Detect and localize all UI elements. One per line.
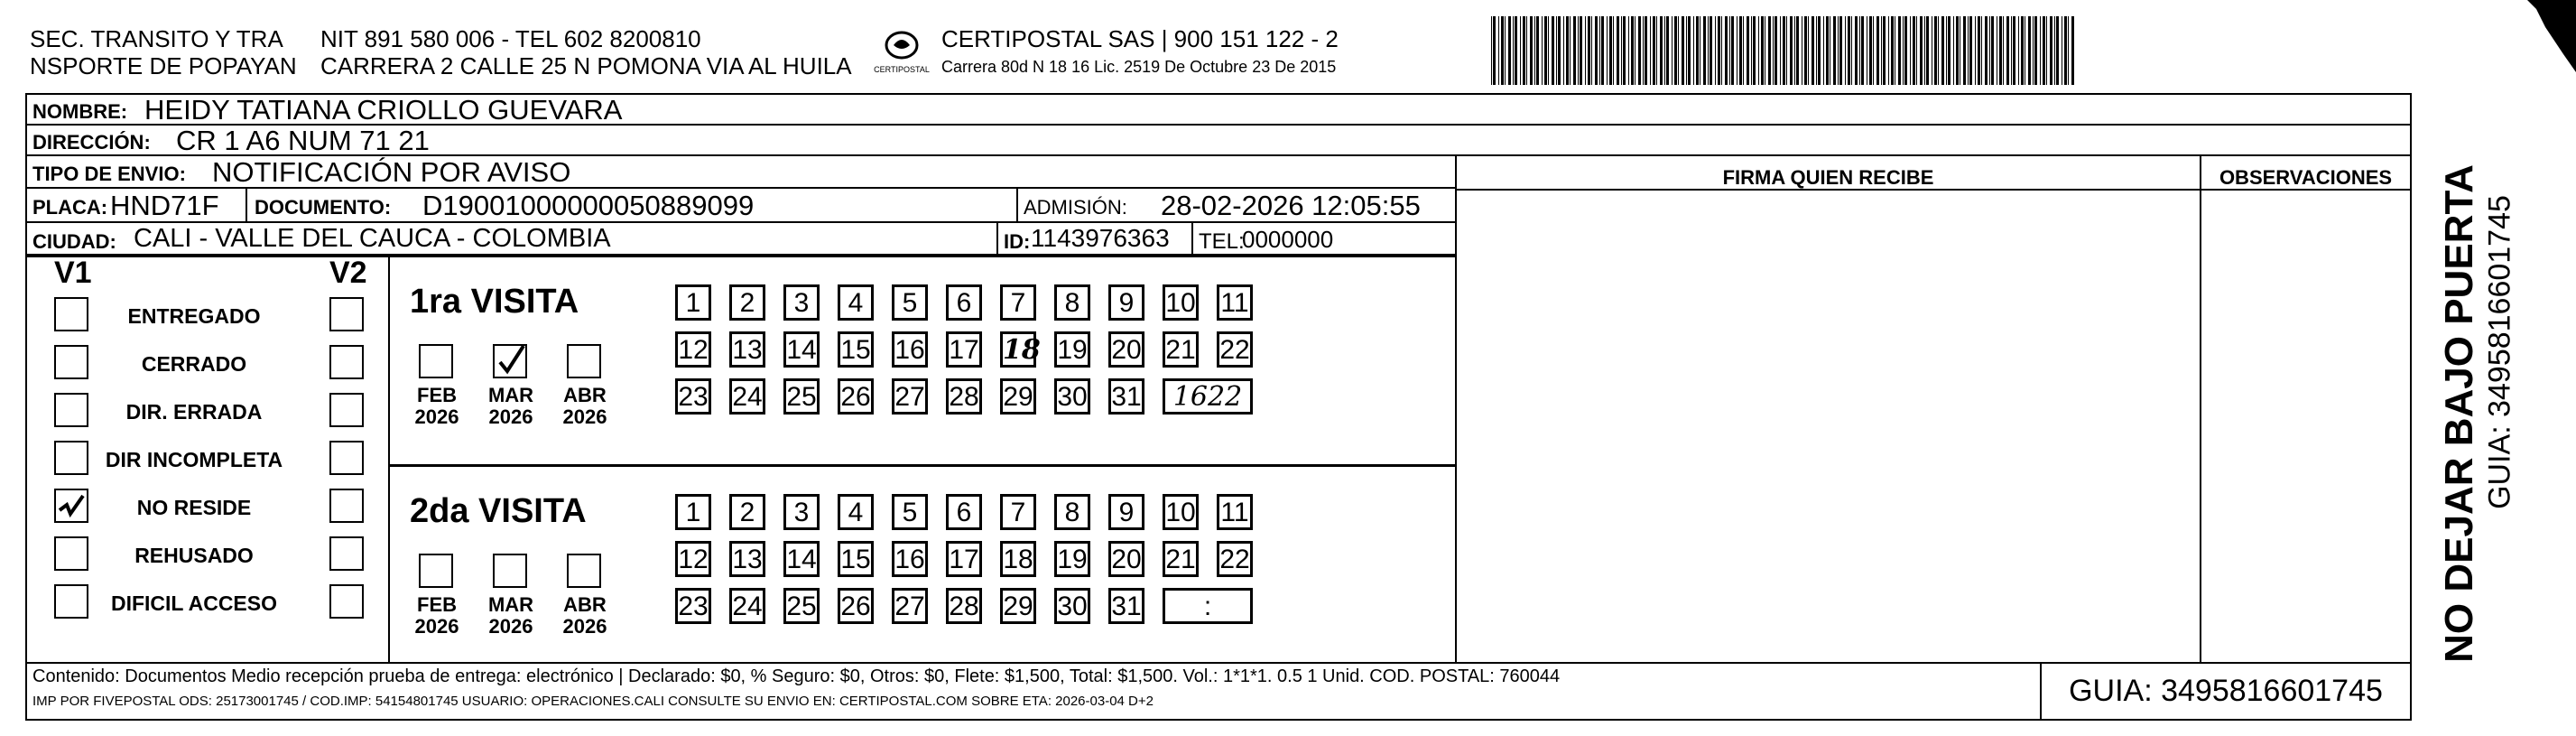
month-checkbox[interactable] [419, 554, 453, 588]
v2-checkbox[interactable] [329, 441, 364, 475]
month-year-label: 2026 [488, 405, 533, 428]
day-box[interactable]: 29 [1000, 378, 1036, 415]
day-box[interactable]: 1 [675, 494, 711, 530]
month-checkbox[interactable] [493, 344, 527, 378]
day-box[interactable]: 8 [1054, 494, 1090, 530]
sender-line-1: SEC. TRANSITO Y TRA [30, 25, 283, 52]
v2-checkbox[interactable] [329, 345, 364, 379]
barcode [1491, 16, 2080, 85]
recipient-name: HEIDY TATIANA CRIOLLO GUEVARA [144, 94, 623, 126]
day-box[interactable]: 2 [729, 284, 765, 321]
side-guia: GUIA: 3495816601745 [2482, 195, 2517, 509]
status-option-label: DIFICIL ACCESO [110, 592, 277, 615]
day-box[interactable]: 5 [892, 494, 928, 530]
day-box[interactable]: 20 [1108, 541, 1144, 577]
day-box[interactable]: 23 [675, 588, 711, 624]
day-box[interactable]: 30 [1054, 378, 1090, 415]
day-box[interactable]: 18 [1000, 331, 1036, 368]
month-year-label: 2026 [562, 405, 607, 428]
city-label: CIUDAD: [32, 230, 116, 253]
month-year-label: 2026 [414, 615, 459, 638]
v2-checkbox[interactable] [329, 584, 364, 619]
observations-column-header: OBSERVACIONES [2219, 166, 2393, 189]
visits-section [390, 256, 1455, 662]
status-option-label: DIR INCOMPLETA [105, 448, 283, 471]
day-box[interactable]: 15 [838, 331, 874, 368]
document-number: D19001000000050889099 [422, 190, 755, 221]
signature-column-header: FIRMA QUIEN RECIBE [1722, 166, 1934, 189]
day-box[interactable]: 19 [1054, 331, 1090, 368]
day-box[interactable]: 25 [783, 588, 820, 624]
day-box[interactable]: 6 [946, 494, 982, 530]
send-type-label: TIPO DE ENVIO: [32, 163, 186, 185]
sender-address: CARRERA 2 CALLE 25 N POMONA VIA AL HUILA [320, 52, 852, 79]
observations-area[interactable] [2201, 191, 2410, 662]
month-checkbox[interactable] [493, 554, 527, 588]
day-box[interactable]: 12 [675, 541, 711, 577]
status-option-label: NO RESIDE [136, 496, 252, 519]
sender-line-2: NSPORTE DE POPAYAN [30, 52, 297, 79]
day-box[interactable]: 10 [1163, 284, 1199, 321]
v2-checkbox[interactable] [329, 297, 364, 331]
day-box[interactable]: 9 [1108, 494, 1144, 530]
month-label: MAR [487, 593, 534, 616]
day-box[interactable]: 31 [1108, 588, 1144, 624]
plate: HND71F [110, 190, 219, 221]
day-box[interactable]: 2 [729, 494, 765, 530]
document-label: DOCUMENTO: [255, 196, 392, 219]
tel-number: 0000000 [1242, 226, 1334, 253]
month-checkbox[interactable] [419, 344, 453, 378]
day-box[interactable]: 29 [1000, 588, 1036, 624]
month-label: FEB [417, 593, 457, 616]
day-box[interactable]: 21 [1163, 541, 1199, 577]
plate-label: PLACA: [32, 196, 108, 219]
admission-date: 28-02-2026 12:05:55 [1161, 190, 1421, 221]
day-box[interactable]: 9 [1108, 284, 1144, 321]
day-box[interactable]: 31 [1108, 378, 1144, 415]
day-box[interactable]: 7 [1000, 494, 1036, 530]
certipostal-logo [874, 25, 930, 78]
footer-content-line: Contenido: Documentos Medio recepción prueba de entrega: electrónico | Declarado: $0, % Seguro: $0, Otros: $0, Flete: $1,500, Total: $1,500. Vol.: 1*1*1. 0.5 1 Unid. COD. POSTAL: 760044 [32, 666, 1561, 686]
day-box[interactable]: 24 [729, 378, 765, 415]
v2-label: V2 [329, 256, 367, 290]
day-box[interactable]: 12 [675, 331, 711, 368]
day-box[interactable]: 11 [1217, 284, 1253, 321]
day-box[interactable]: 18 [1000, 541, 1036, 577]
second-visit-title: 2da VISITA [410, 492, 587, 530]
status-option-label: REHUSADO [134, 544, 254, 567]
day-box[interactable]: 1 [675, 284, 711, 321]
time-box[interactable]: 1622 [1163, 378, 1253, 415]
month-label: ABR [563, 384, 607, 406]
first-visit-title: 1ra VISITA [410, 283, 579, 321]
torn-edge [2527, 0, 2576, 72]
admission-label: ADMISIÓN: [1024, 196, 1127, 219]
month-checkbox[interactable] [567, 344, 601, 378]
id-number: 1143976363 [1031, 224, 1170, 252]
day-box[interactable]: 24 [729, 588, 765, 624]
day-box[interactable]: 17 [946, 331, 982, 368]
nit-line: NIT 891 580 006 - TEL 602 8200810 [320, 25, 701, 52]
day-box[interactable]: 28 [946, 588, 982, 624]
day-box[interactable]: 22 [1217, 541, 1253, 577]
month-year-label: 2026 [488, 615, 533, 638]
row-plate-document [27, 189, 1455, 223]
svg-text:CERTIPOSTAL: CERTIPOSTAL [874, 65, 930, 74]
status-option-label: DIR. ERRADA [125, 400, 263, 424]
day-box[interactable]: 6 [946, 284, 982, 321]
day-box[interactable]: 17 [946, 541, 982, 577]
day-box[interactable]: 3 [783, 494, 820, 530]
month-checkbox[interactable] [567, 554, 601, 588]
signature-area[interactable] [1457, 191, 2200, 662]
address-label: DIRECCIÓN: [32, 131, 151, 154]
day-box[interactable]: 26 [838, 378, 874, 415]
day-box[interactable]: 26 [838, 588, 874, 624]
month-label: FEB [417, 384, 457, 406]
guia-box: GUIA: 3495816601745 [2069, 674, 2383, 708]
v2-checkbox[interactable] [329, 489, 364, 523]
month-year-label: 2026 [562, 615, 607, 638]
time-box[interactable]: : [1163, 588, 1253, 624]
day-box[interactable]: 16 [892, 331, 928, 368]
status-option-label: ENTREGADO [127, 304, 261, 328]
v2-checkbox[interactable] [329, 536, 364, 571]
row-send-type [27, 156, 1455, 189]
month-year-label: 2026 [414, 405, 459, 428]
v1-label: V1 [54, 256, 92, 290]
status-option-label: CERRADO [141, 352, 247, 376]
day-box[interactable]: 5 [892, 284, 928, 321]
day-box[interactable]: 13 [729, 331, 765, 368]
no-dejar-bajo-puerta: NO DEJAR BAJO PUERTA [2437, 164, 2481, 663]
row-address [27, 126, 2410, 156]
courier-license: Carrera 80d N 18 16 Lic. 2519 De Octubre 23 De 2015 [941, 58, 1337, 76]
day-box[interactable]: 15 [838, 541, 874, 577]
day-box[interactable]: 10 [1163, 494, 1199, 530]
day-box[interactable]: 13 [729, 541, 765, 577]
send-type: NOTIFICACIÓN POR AVISO [212, 156, 571, 188]
courier-line: CERTIPOSTAL SAS | 900 151 122 - 2 [941, 25, 1339, 52]
day-box[interactable]: 16 [892, 541, 928, 577]
tel-label: TEL: [1199, 229, 1245, 254]
v2-checkbox[interactable] [329, 393, 364, 427]
day-box[interactable]: 14 [783, 541, 820, 577]
day-box[interactable]: 19 [1054, 541, 1090, 577]
day-box[interactable]: 4 [838, 284, 874, 321]
row-city [27, 223, 1455, 256]
day-box[interactable]: 3 [783, 284, 820, 321]
day-box[interactable]: 8 [1054, 284, 1090, 321]
day-box[interactable]: 20 [1108, 331, 1144, 368]
recipient-address: CR 1 A6 NUM 71 21 [176, 125, 430, 156]
day-box[interactable]: 22 [1217, 331, 1253, 368]
footer-imp-line: IMP POR FIVEPOSTAL ODS: 25173001745 / COD.IMP: 54154801745 USUARIO: OPERACIONES.CALI CONSULTE SU ENVIO EN: CERTIPOSTAL.COM SOBRE ETA: 2026-03-04 D+2 [32, 694, 1154, 709]
city: CALI - VALLE DEL CAUCA - COLOMBIA [134, 224, 611, 253]
day-box[interactable]: 11 [1217, 494, 1253, 530]
day-box[interactable]: 23 [675, 378, 711, 415]
row-name [27, 95, 2410, 126]
day-box[interactable]: 21 [1163, 331, 1199, 368]
month-label: ABR [563, 593, 607, 616]
day-box[interactable]: 30 [1054, 588, 1090, 624]
day-box[interactable]: 4 [838, 494, 874, 530]
day-box[interactable]: 7 [1000, 284, 1036, 321]
day-box[interactable]: 27 [892, 588, 928, 624]
id-label: ID: [1004, 230, 1031, 253]
day-box[interactable]: 25 [783, 378, 820, 415]
day-box[interactable]: 28 [946, 378, 982, 415]
day-box[interactable]: 27 [892, 378, 928, 415]
name-label: NOMBRE: [32, 100, 128, 123]
day-box[interactable]: 14 [783, 331, 820, 368]
month-label: MAR [487, 384, 534, 406]
